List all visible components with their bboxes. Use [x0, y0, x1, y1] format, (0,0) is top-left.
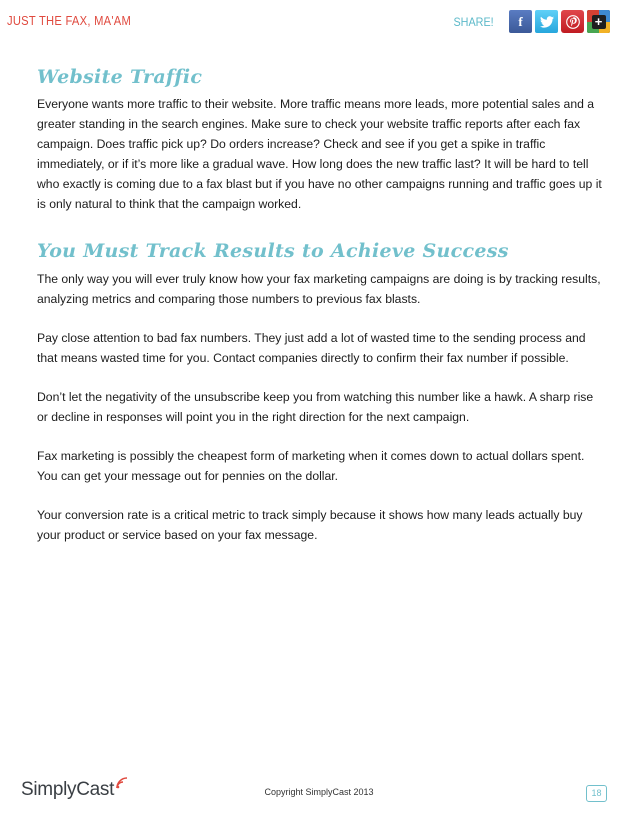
paragraph: The only way you will ever truly know how your fax marketing campaigns are doing is by tracking results, analyzing metrics and comparing those numbers to previous fax blasts.: [37, 272, 601, 306]
section-heading-website-traffic: Website Traffic: [37, 66, 203, 88]
page-number: 18: [586, 785, 607, 802]
logo-text: SimplyCast: [21, 779, 115, 800]
pinterest-share-button[interactable]: [561, 10, 584, 33]
more-share-button[interactable]: [587, 10, 610, 33]
paragraph: Pay close attention to bad fax numbers. They just add a lot of wasted time to the sending process and that means wasted time for you. Contact companies directly to confirm their fax number if possible.: [37, 331, 586, 365]
paragraph: Fax marketing is possibly the cheapest form of marketing when it comes down to actual dollars spent. You can get your message out for pennies on the dollar.: [37, 449, 585, 483]
pinterest-icon: [566, 15, 580, 29]
section-heading-track-results: You Must Track Results to Achieve Success: [37, 240, 509, 262]
facebook-icon: f: [518, 13, 523, 29]
copyright-text: Copyright SimplyCast 2013: [264, 787, 374, 797]
publication-title: JUST THE FAX, MA'AM: [7, 13, 132, 28]
plus-icon: +: [592, 15, 606, 29]
twitter-icon: [540, 16, 554, 28]
paragraph: Don’t let the negativity of the unsubscribe keep you from watching this number like a hawk. A sharp rise or decline in responses will point you in the right direction for the next campaign.: [37, 390, 594, 424]
paragraph: Your conversion rate is a critical metric to track simply because it shows how many leads actually buy your product or service based on your fax message.: [37, 508, 583, 542]
facebook-share-button[interactable]: [509, 10, 532, 33]
article-body: [37, 64, 603, 545]
share-label: SHARE!: [453, 14, 494, 29]
paragraph: Everyone wants more traffic to their website. More traffic means more leads, more potential sales and a greater standing in the search engines. Make sure to check your website traffic reports after each fax campaign. Does traffic pick up? Do orders increase? Check and see if you get a spike in traffic immediately, or if it’s more like a gradual wave. How long does the new traffic last? It will be hard to tell who exactly is coming due to a fax blast but if you have no other campaigns running and traffic goes up it is only natural to think that the campaign worked.: [37, 97, 602, 211]
twitter-share-button[interactable]: [535, 10, 558, 33]
share-bar: [449, 10, 610, 33]
section-track-results: [37, 269, 603, 545]
section-website-traffic: [37, 94, 603, 214]
